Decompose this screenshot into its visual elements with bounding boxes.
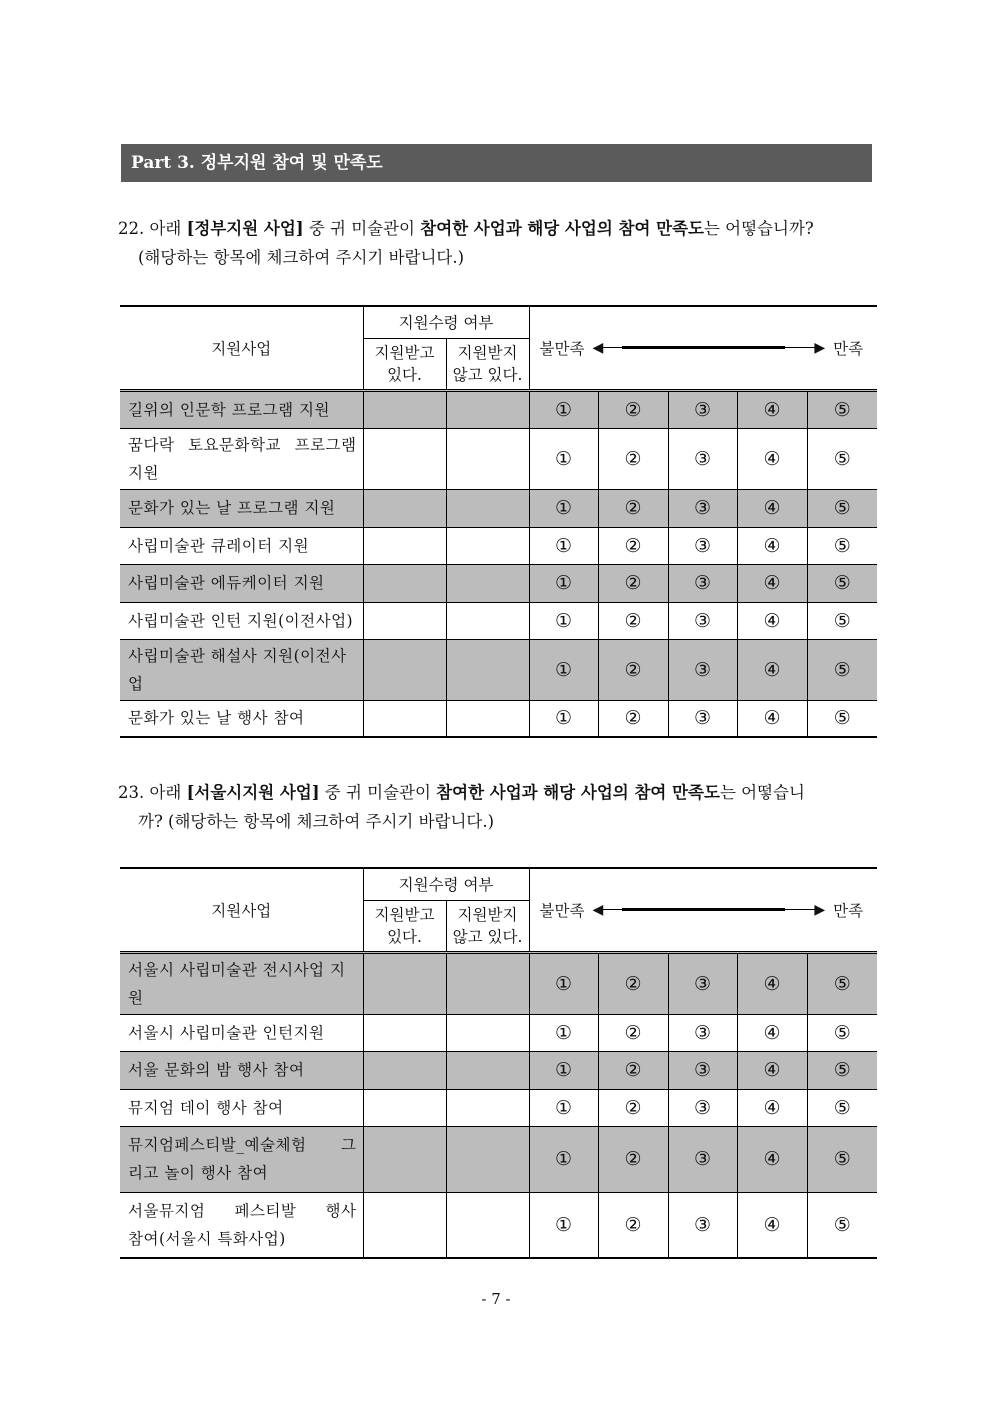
received-no-header: [446, 900, 529, 952]
rating-option-2[interactable]: ②: [598, 428, 668, 489]
q22-post: 는 어떻습니까?: [704, 219, 814, 238]
rating-option-4[interactable]: ④: [737, 1192, 807, 1258]
program-name-cont: 리고 놀이 행사 참여: [128, 1164, 269, 1182]
rating-option-5[interactable]: ⑤: [807, 1014, 877, 1051]
received-no-checkbox[interactable]: [446, 527, 529, 564]
program-name-cell: [120, 1089, 363, 1126]
received-yes-checkbox[interactable]: [363, 1192, 446, 1258]
table-row: [120, 1192, 877, 1258]
q22-number: 22.: [118, 219, 145, 238]
rating-option-4[interactable]: ④: [737, 602, 807, 639]
rating-option-3[interactable]: ③: [668, 1089, 737, 1126]
rating-option-1[interactable]: ①: [529, 1051, 598, 1089]
received-yes-checkbox[interactable]: [363, 564, 446, 602]
table-row: [120, 390, 877, 428]
program-name: 사립미술관 큐레이터 지원: [128, 536, 310, 555]
program-header: 지원사업: [120, 868, 363, 952]
received-no-line1: 지원받지: [457, 343, 518, 362]
part-title: Part 3. 정부지원 참여 및 만족도: [131, 153, 383, 173]
program-name-cell: [120, 602, 363, 639]
received-yes-line1: 지원받고: [374, 905, 435, 924]
q22-pre: 아래: [144, 219, 187, 238]
q22-mid: 중 귀 미술관이: [303, 219, 421, 238]
received-no-line2: 않고 있다.: [452, 365, 523, 384]
rating-option-3[interactable]: ③: [668, 564, 737, 602]
program-name: 사립미술관 에듀케이터 지원: [128, 574, 325, 592]
scale-row: [530, 337, 878, 359]
rating-option-3[interactable]: ③: [668, 639, 737, 700]
satisfied-label: 만족: [833, 901, 864, 920]
rating-option-1[interactable]: ①: [529, 564, 598, 602]
rating-option-1[interactable]: ①: [529, 1126, 598, 1192]
program-name-cell: [120, 428, 363, 489]
program-name: 문화가 있는 날 프로그램 지원: [128, 499, 336, 517]
program-name-cell: [120, 489, 363, 527]
rating-option-5[interactable]: ⑤: [807, 428, 877, 489]
received-yes-checkbox[interactable]: [363, 428, 446, 489]
rating-option-3[interactable]: ③: [668, 602, 737, 639]
q22-bold2: 참여한 사업과 해당 사업의 참여 만족도: [420, 219, 704, 238]
rating-option-2[interactable]: ②: [598, 952, 668, 1014]
table-row: [120, 1089, 877, 1126]
program-name: 뮤지엄페스티발_예술체험 그: [128, 1136, 357, 1154]
table-23: [120, 867, 877, 1259]
q23-number: 23.: [118, 783, 145, 802]
rating-option-5[interactable]: ⑤: [807, 1051, 877, 1089]
q23-mid: 중 귀 미술관이: [319, 783, 437, 802]
rating-option-5[interactable]: ⑤: [807, 1089, 877, 1126]
rating-option-5[interactable]: ⑤: [807, 564, 877, 602]
table-22: [120, 305, 877, 738]
received-yes-line2: 있다.: [387, 365, 422, 384]
rating-option-3[interactable]: ③: [668, 1014, 737, 1051]
rating-option-5[interactable]: ⑤: [807, 700, 877, 737]
rating-option-3[interactable]: ③: [668, 390, 737, 428]
received-header: 지원수령 여부: [363, 306, 529, 338]
program-name: 서울시 사립미술관 인턴지원: [128, 1023, 325, 1042]
received-yes-checkbox[interactable]: [363, 700, 446, 737]
received-no-line2: 않고 있다.: [452, 927, 523, 946]
program-name-cell: [120, 639, 363, 700]
table-row: [120, 489, 877, 527]
received-yes-line1: 지원받고: [374, 343, 435, 362]
rating-option-2[interactable]: ②: [598, 1126, 668, 1192]
received-no-checkbox[interactable]: [446, 1051, 529, 1089]
rating-option-3[interactable]: ③: [668, 527, 737, 564]
page-number: - 7 -: [481, 1290, 511, 1308]
table-row: [120, 602, 877, 639]
program-name-cell: [120, 527, 363, 564]
double-arrow-icon: ◀ ▶: [592, 901, 826, 918]
received-no-checkbox[interactable]: [446, 1126, 529, 1192]
table-row: [120, 564, 877, 602]
rating-option-1[interactable]: ①: [529, 602, 598, 639]
rating-option-4[interactable]: ④: [737, 1014, 807, 1051]
program-name: 꿈다락 토요문화학교 프로그램: [128, 435, 357, 454]
received-yes-checkbox[interactable]: [363, 390, 446, 428]
rating-option-1[interactable]: ①: [529, 527, 598, 564]
received-yes-header: [363, 900, 446, 952]
received-yes-checkbox[interactable]: [363, 1089, 446, 1126]
rating-option-2[interactable]: ②: [598, 1051, 668, 1089]
table-row: [120, 428, 877, 489]
received-yes-checkbox[interactable]: [363, 1126, 446, 1192]
rating-option-4[interactable]: ④: [737, 952, 807, 1014]
rating-option-4[interactable]: ④: [737, 1089, 807, 1126]
rating-option-2[interactable]: ②: [598, 700, 668, 737]
q22-bold1: [정부지원 사업]: [186, 219, 304, 238]
rating-option-3[interactable]: ③: [668, 489, 737, 527]
program-name: 사립미술관 인턴 지원(이전사업): [128, 611, 354, 630]
rating-option-4[interactable]: ④: [737, 639, 807, 700]
received-no-checkbox[interactable]: [446, 428, 529, 489]
received-yes-checkbox[interactable]: [363, 527, 446, 564]
received-no-checkbox[interactable]: [446, 489, 529, 527]
rating-option-1[interactable]: ①: [529, 428, 598, 489]
rating-option-4[interactable]: ④: [737, 527, 807, 564]
rating-option-5[interactable]: ⑤: [807, 952, 877, 1014]
table-row: [120, 1051, 877, 1089]
rating-option-2[interactable]: ②: [598, 527, 668, 564]
table-row: [120, 527, 877, 564]
table-row: [120, 639, 877, 700]
rating-option-2[interactable]: ②: [598, 1014, 668, 1051]
rating-option-2[interactable]: ②: [598, 602, 668, 639]
received-no-checkbox[interactable]: [446, 1089, 529, 1126]
received-no-checkbox[interactable]: [446, 952, 529, 1014]
satisfaction-scale-header: [529, 306, 877, 390]
program-name-cell: [120, 1192, 363, 1258]
rating-option-5[interactable]: ⑤: [807, 489, 877, 527]
received-no-header: [446, 338, 529, 390]
program-name-cell: [120, 1126, 363, 1192]
rating-option-3[interactable]: ③: [668, 1126, 737, 1192]
program-name-cont: 참여(서울시 특화사업): [128, 1229, 286, 1248]
rating-option-2[interactable]: ②: [598, 489, 668, 527]
table-row: [120, 952, 877, 1014]
table-row: [120, 1126, 877, 1192]
program-name-cell: [120, 700, 363, 737]
rating-option-4[interactable]: ④: [737, 1126, 807, 1192]
rating-option-1[interactable]: ①: [529, 952, 598, 1014]
program-name-cell: [120, 952, 363, 1014]
received-no-checkbox[interactable]: [446, 390, 529, 428]
rating-option-4[interactable]: ④: [737, 1051, 807, 1089]
header-row: [120, 306, 877, 338]
question-22: [118, 214, 878, 272]
program-name: 서울 문화의 밤 행사 참여: [128, 1061, 305, 1079]
rating-option-5[interactable]: ⑤: [807, 639, 877, 700]
received-yes-checkbox[interactable]: [363, 1014, 446, 1051]
rating-option-1[interactable]: ①: [529, 700, 598, 737]
received-no-line1: 지원받지: [457, 905, 518, 924]
program-name-cell: [120, 390, 363, 428]
received-yes-checkbox[interactable]: [363, 639, 446, 700]
rating-option-4[interactable]: ④: [737, 700, 807, 737]
dissatisfied-label: 불만족: [539, 901, 585, 920]
table-row: [120, 1014, 877, 1051]
received-yes-checkbox[interactable]: [363, 1051, 446, 1089]
rating-option-3[interactable]: ③: [668, 428, 737, 489]
rating-option-1[interactable]: ①: [529, 390, 598, 428]
scale-row: [530, 899, 878, 921]
table-row: [120, 700, 877, 737]
rating-option-4[interactable]: ④: [737, 564, 807, 602]
satisfaction-scale-header: [529, 868, 877, 952]
rating-option-3[interactable]: ③: [668, 952, 737, 1014]
part-header: [121, 144, 872, 182]
program-name-cell: [120, 1051, 363, 1089]
received-yes-checkbox[interactable]: [363, 602, 446, 639]
rating-option-1[interactable]: ①: [529, 1089, 598, 1126]
program-name-cont: 지원: [128, 463, 159, 482]
rating-option-2[interactable]: ②: [598, 639, 668, 700]
rating-option-1[interactable]: ①: [529, 1014, 598, 1051]
received-yes-checkbox[interactable]: [363, 952, 446, 1014]
rating-option-2[interactable]: ②: [598, 390, 668, 428]
program-name-cell: [120, 1014, 363, 1051]
question-23: [118, 778, 878, 836]
received-no-checkbox[interactable]: [446, 1192, 529, 1258]
rating-option-5[interactable]: ⑤: [807, 602, 877, 639]
rating-option-2[interactable]: ②: [598, 1089, 668, 1126]
q23-post: 는 어떻습니: [719, 783, 805, 802]
rating-option-5[interactable]: ⑤: [807, 1126, 877, 1192]
program-name: 서울시 사립미술관 전시사업 지원: [128, 960, 346, 1007]
program-name: 서울뮤지엄 페스티발 행사: [128, 1201, 357, 1220]
rating-option-3[interactable]: ③: [668, 1192, 737, 1258]
received-yes-checkbox[interactable]: [363, 489, 446, 527]
rating-option-5[interactable]: ⑤: [807, 527, 877, 564]
rating-option-1[interactable]: ①: [529, 489, 598, 527]
double-arrow-icon: ◀ ▶: [592, 339, 826, 356]
dissatisfied-label: 불만족: [539, 339, 585, 358]
rating-option-5[interactable]: ⑤: [807, 390, 877, 428]
satisfied-label: 만족: [833, 339, 864, 358]
received-no-checkbox[interactable]: [446, 1014, 529, 1051]
program-name: 길위의 인문학 프로그램 지원: [128, 400, 330, 419]
rating-option-5[interactable]: ⑤: [807, 1192, 877, 1258]
received-no-checkbox[interactable]: [446, 602, 529, 639]
program-name: 뮤지엄 데이 행사 참여: [128, 1098, 284, 1117]
q23-bold2: 참여한 사업과 해당 사업의 참여 만족도: [436, 783, 720, 802]
rating-option-4[interactable]: ④: [737, 489, 807, 527]
received-no-checkbox[interactable]: [446, 700, 529, 737]
q23-pre: 아래: [144, 783, 187, 802]
rating-option-4[interactable]: ④: [737, 428, 807, 489]
rating-option-3[interactable]: ③: [668, 700, 737, 737]
rating-option-1[interactable]: ①: [529, 639, 598, 700]
received-header: 지원수령 여부: [363, 868, 529, 900]
header-row: [120, 868, 877, 900]
q22-instruction: (해당하는 항목에 체크하여 주시기 바랍니다.): [138, 248, 465, 267]
program-name-cell: [120, 564, 363, 602]
program-name: 문화가 있는 날 행사 참여: [128, 709, 305, 728]
q23-instruction: 까? (해당하는 항목에 체크하여 주시기 바랍니다.): [138, 812, 495, 831]
rating-option-2[interactable]: ②: [598, 564, 668, 602]
rating-option-3[interactable]: ③: [668, 1051, 737, 1089]
rating-option-1[interactable]: ①: [529, 1192, 598, 1258]
q23-bold1: [서울시지원 사업]: [186, 783, 320, 802]
received-no-checkbox[interactable]: [446, 639, 529, 700]
received-yes-header: [363, 338, 446, 390]
received-yes-line2: 있다.: [387, 927, 422, 946]
rating-option-4[interactable]: ④: [737, 390, 807, 428]
received-no-checkbox[interactable]: [446, 564, 529, 602]
program-header: 지원사업: [120, 306, 363, 390]
rating-option-2[interactable]: ②: [598, 1192, 668, 1258]
program-name: 사립미술관 해설사 지원(이전사업: [128, 646, 347, 693]
